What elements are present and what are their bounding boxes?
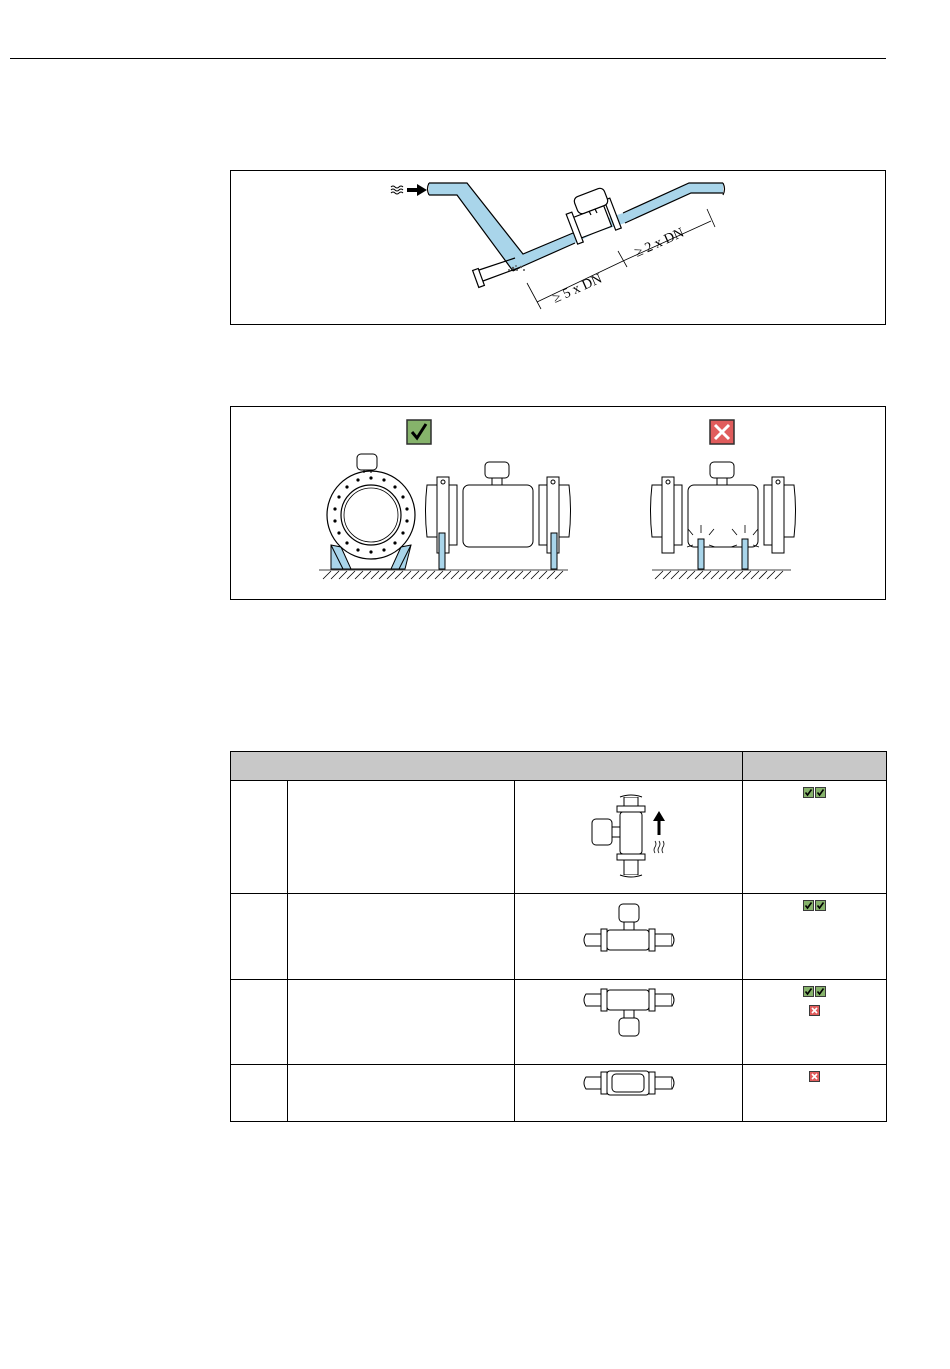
inlet-outlet-run-figure — [230, 170, 886, 325]
downstream-dimension-label: ≥ 2 x DN — [632, 225, 687, 261]
vertical-orientation-icon — [516, 781, 742, 888]
ground-right — [652, 570, 791, 579]
upstream-dimension-label: ≥ 5 x DN — [550, 271, 605, 307]
table-row — [231, 781, 887, 894]
table-row — [231, 894, 887, 980]
row-icon-cell — [515, 894, 743, 980]
row-letter-cell — [231, 894, 288, 980]
flowmeter-device — [566, 187, 621, 244]
orientation-header-cell — [231, 752, 743, 781]
sensor-support-figure — [230, 406, 886, 600]
row-letter-cell — [231, 1065, 288, 1122]
row-letter-cell — [231, 980, 288, 1065]
row-description-cell — [288, 980, 515, 1065]
row-icon-cell — [515, 980, 743, 1065]
ground-left — [319, 570, 568, 579]
table-header-row — [231, 752, 887, 781]
recommendation-cell — [743, 980, 887, 1065]
recommendation-header-cell — [743, 752, 887, 781]
horizontal-transmitter-down-icon — [516, 980, 742, 1059]
cross-icon — [710, 420, 734, 444]
row-description-cell — [288, 781, 515, 894]
orientation-table — [230, 751, 887, 1122]
sensor-support-drawing — [231, 407, 887, 601]
recommendation-cell — [743, 894, 887, 980]
horizontal-transmitter-up-icon — [516, 894, 742, 974]
row-letter-cell — [231, 781, 288, 894]
flow-direction-icon — [391, 184, 427, 196]
recommended-check-icon — [803, 900, 814, 911]
recommendation-cell — [743, 1065, 887, 1122]
row-description-cell — [288, 1065, 515, 1122]
recommended-check-icon — [815, 986, 826, 997]
recommended-check-icon — [803, 787, 814, 798]
row-description-cell — [288, 894, 515, 980]
horizontal-transmitter-front-icon — [516, 1065, 742, 1116]
recommendation-cell — [743, 781, 887, 894]
recommended-check-icon — [803, 986, 814, 997]
side-view-sensor-correct — [426, 462, 571, 569]
header-rule — [10, 58, 886, 59]
side-view-sensor-wrong — [651, 462, 796, 569]
inlet-outlet-run-drawing — [231, 171, 887, 326]
recommended-check-icon — [815, 900, 826, 911]
row-icon-cell — [515, 781, 743, 894]
recommended-check-icon — [815, 787, 826, 798]
table-row — [231, 980, 887, 1065]
row-icon-cell — [515, 1065, 743, 1122]
check-icon — [407, 420, 431, 444]
table-row — [231, 1065, 887, 1122]
not-recommended-cross-icon — [809, 1071, 820, 1082]
not-recommended-cross-icon — [809, 1005, 820, 1016]
front-view-sensor — [327, 454, 415, 569]
